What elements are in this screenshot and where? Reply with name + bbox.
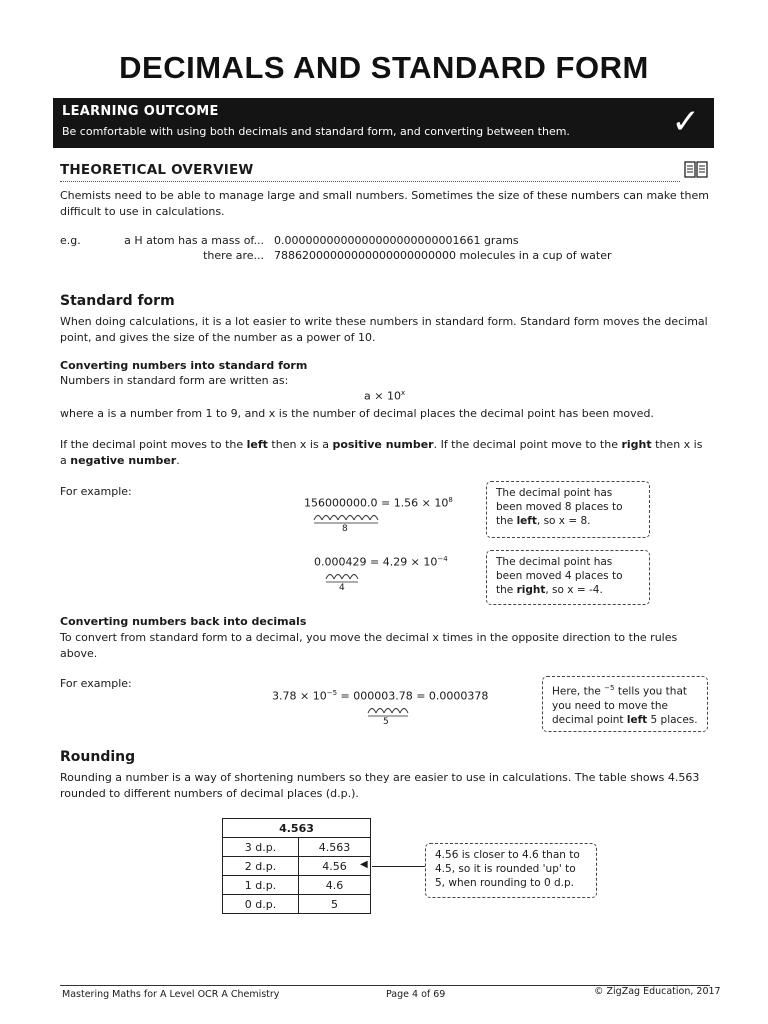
for-example-label: For example: [60,485,132,498]
learning-outcome-heading: LEARNING OUTCOME [62,104,219,119]
section-divider [60,181,680,182]
hop-count: 8 [342,524,348,534]
connector-line [372,866,425,867]
table-cell: 5 [299,895,371,914]
rounding-text: Rounding a number is a way of shortening numbers so they are easier to use in calculations. The table shows 4.563 rounded to different numbers of decimal places (d.p.). [60,771,700,800]
rounding-callout: 4.56 is closer to 4.6 than to 4.5, so it is rounded 'up' to 5, when rounding to 0 d.p. [425,843,597,898]
table-header: 4.563 [223,819,371,838]
table-row [223,895,371,914]
theoretical-overview-heading: THEORETICAL OVERVIEW [60,162,254,178]
example-value: 0.0000000000000000000000001661 grams [274,234,519,247]
table-row [223,838,371,857]
table-cell: 4.56 [299,857,371,876]
example-2-callout: The decimal point has been moved 4 places to the right, so x = -4. [486,550,650,605]
learning-outcome-text: Be comfortable with using both decimals and standard form, and converting between them. [62,125,570,138]
table-cell: 2 d.p. [223,857,299,876]
example-label: a H atom has a mass of... [124,234,264,247]
direction-rule-text: If the decimal point moves to the left then x is a positive number. If the decimal point move to the right then x is a negative number. [60,438,703,467]
example-value: 78862000000000000000000000 molecules in a cup of water [274,249,612,262]
eg-label: e.g. [60,234,81,247]
check-icon: ✓ [671,102,700,142]
learning-outcome-banner [53,98,714,148]
example-2-equation: $0.000429 = 4.29 \times 10^{-4}$ [314,555,448,569]
table-row [223,876,371,895]
back-to-decimals-heading: Converting numbers back into decimals [60,615,307,628]
back-to-decimals-text: To convert from standard form to a decimal, you move the decimal x times in the opposite direction to the rules above. [60,631,678,660]
footer-title: Mastering Maths for A Level OCR A Chemistry [62,989,280,1000]
hop-count: 5 [383,717,389,727]
hop-count: 4 [339,583,345,593]
example-3-equation: $3.78 \times 10^{-5} = 000003.78 = 0.0000378$ [272,689,489,703]
rounding-table [222,818,371,914]
example-1-callout: The decimal point has been moved 8 places to the left, so x = 8. [486,481,650,538]
overview-intro: Chemists need to be able to manage large and small numbers. Sometimes the size of these numbers can make them difficult to use in calculations. [60,189,709,218]
table-cell: 1 d.p. [223,876,299,895]
standard-form-heading: Standard form [60,293,175,309]
table-cell: 4.6 [299,876,371,895]
page-title: DECIMALS AND STANDARD FORM [119,50,649,85]
book-icon [684,160,708,180]
table-cell: 4.563 [299,838,371,857]
example-3-callout: Here, the $^{-5}$ tells you that you need to move the decimal point left 5 places. [542,676,708,732]
example-1-equation: $156000000.0 = 1.56 \times 10^8$ [304,496,453,510]
decimal-hops-arrows [364,701,412,717]
arrow-left-icon: ◀ [360,859,368,870]
copyright: © ZigZag Education, 2017 [594,986,721,997]
for-example-label: For example: [60,677,132,690]
decimal-hops-arrows [310,508,384,524]
rounding-heading: Rounding [60,749,136,765]
example-label: there are... [203,249,264,262]
table-cell: 0 d.p. [223,895,299,914]
page-number: Page 4 of 69 [386,989,446,1000]
table-row [223,857,371,876]
decimal-hops-arrows [322,567,362,583]
converting-heading: Converting numbers into standard form [60,359,308,372]
standard-form-formula: $a \times 10^x$ [364,389,406,403]
converting-text: Numbers in standard form are written as: [60,374,289,387]
standard-form-text: When doing calculations, it is a lot easier to write these numbers in standard form. Standard form moves the decimal point, and gives the size of the number as a power of 10. [60,315,708,344]
table-cell: 3 d.p. [223,838,299,857]
where-text: where a is a number from 1 to 9, and x is the number of decimal places the decimal point has been moved. [60,407,654,420]
